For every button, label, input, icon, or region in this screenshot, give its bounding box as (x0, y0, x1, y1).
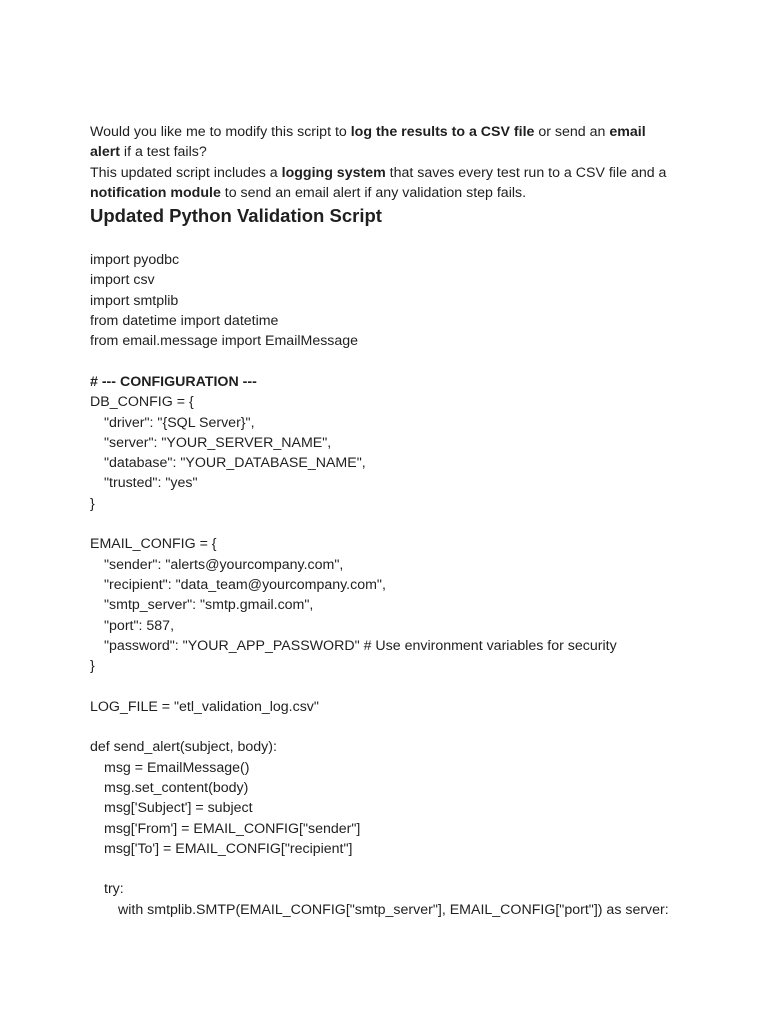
intro-text: or send an (534, 124, 610, 140)
intro-bold-text: email (609, 124, 646, 140)
code-line: import csv (90, 272, 155, 289)
code-line: msg.set_content(body) (104, 779, 249, 796)
intro-text: that saves every test run to a CSV file and a (385, 164, 667, 181)
code-line: import pyodbc (90, 252, 180, 269)
code-line: "smtp_server": "smtp.gmail.com", (104, 597, 314, 614)
intro-line-2 (90, 142, 690, 162)
intro-bold-text: log the results to a CSV file (350, 124, 535, 140)
code-line: with smtplib.SMTP(EMAIL_CONFIG["smtp_server"], EMAIL_CONFIG["port"]) as server: (118, 901, 669, 918)
code-line: from email.message import EmailMessage (90, 333, 359, 350)
code-line: try: (104, 881, 124, 898)
code-line: } (90, 658, 95, 675)
code-block (90, 250, 690, 920)
code-line: from datetime import datetime (90, 313, 279, 330)
intro-bold-text: alert (90, 144, 120, 161)
intro-line-3 (90, 163, 690, 183)
code-comment (90, 372, 690, 392)
code-line: msg['Subject'] = subject (104, 800, 253, 817)
blank-line (90, 676, 690, 696)
intro-line-4 (90, 183, 690, 203)
intro-text: This updated script includes a (90, 164, 282, 181)
code-line: import smtplib (90, 292, 179, 309)
code-line: def send_alert(subject, body): (90, 739, 277, 756)
config-comment-text: # --- CONFIGURATION --- (90, 373, 257, 390)
blank-line (90, 717, 690, 737)
code-line: msg['To'] = EMAIL_CONFIG["recipient"] (104, 840, 353, 857)
code-line: msg = EmailMessage() (104, 759, 250, 776)
intro-text: Would you like me to modify this script to (90, 124, 351, 140)
intro-text: to send an email alert if any validation step fails. (220, 184, 527, 201)
code-line: LOG_FILE = "etl_validation_log.csv" (90, 698, 319, 715)
blank-line (90, 352, 690, 372)
code-line: "database": "YOUR_DATABASE_NAME", (104, 455, 366, 472)
code-line: "port": 587, (104, 617, 175, 634)
document-page (90, 122, 690, 920)
code-line: msg['From'] = EMAIL_CONFIG["sender"] (104, 820, 361, 837)
code-line: "sender": "alerts@yourcompany.com", (104, 556, 344, 573)
code-line: "recipient": "data_team@yourcompany.com", (104, 576, 386, 593)
intro-bold-text: notification module (90, 184, 221, 201)
intro-bold-text: logging system (281, 164, 386, 181)
section-heading: Updated Python Validation Script (90, 205, 382, 227)
blank-line (90, 514, 690, 534)
code-line: } (90, 495, 95, 512)
code-line: DB_CONFIG = { (90, 394, 194, 411)
code-line: "trusted": "yes" (104, 475, 198, 492)
blank-line (90, 859, 690, 879)
intro-line-1 (90, 122, 690, 142)
code-line: EMAIL_CONFIG = { (90, 536, 217, 553)
code-line: "driver": "{SQL Server}", (104, 414, 255, 431)
intro-text: if a test fails? (119, 144, 207, 161)
code-line: "password": "YOUR_APP_PASSWORD" # Use environment variables for security (104, 637, 617, 654)
code-line: "server": "YOUR_SERVER_NAME", (104, 434, 332, 451)
